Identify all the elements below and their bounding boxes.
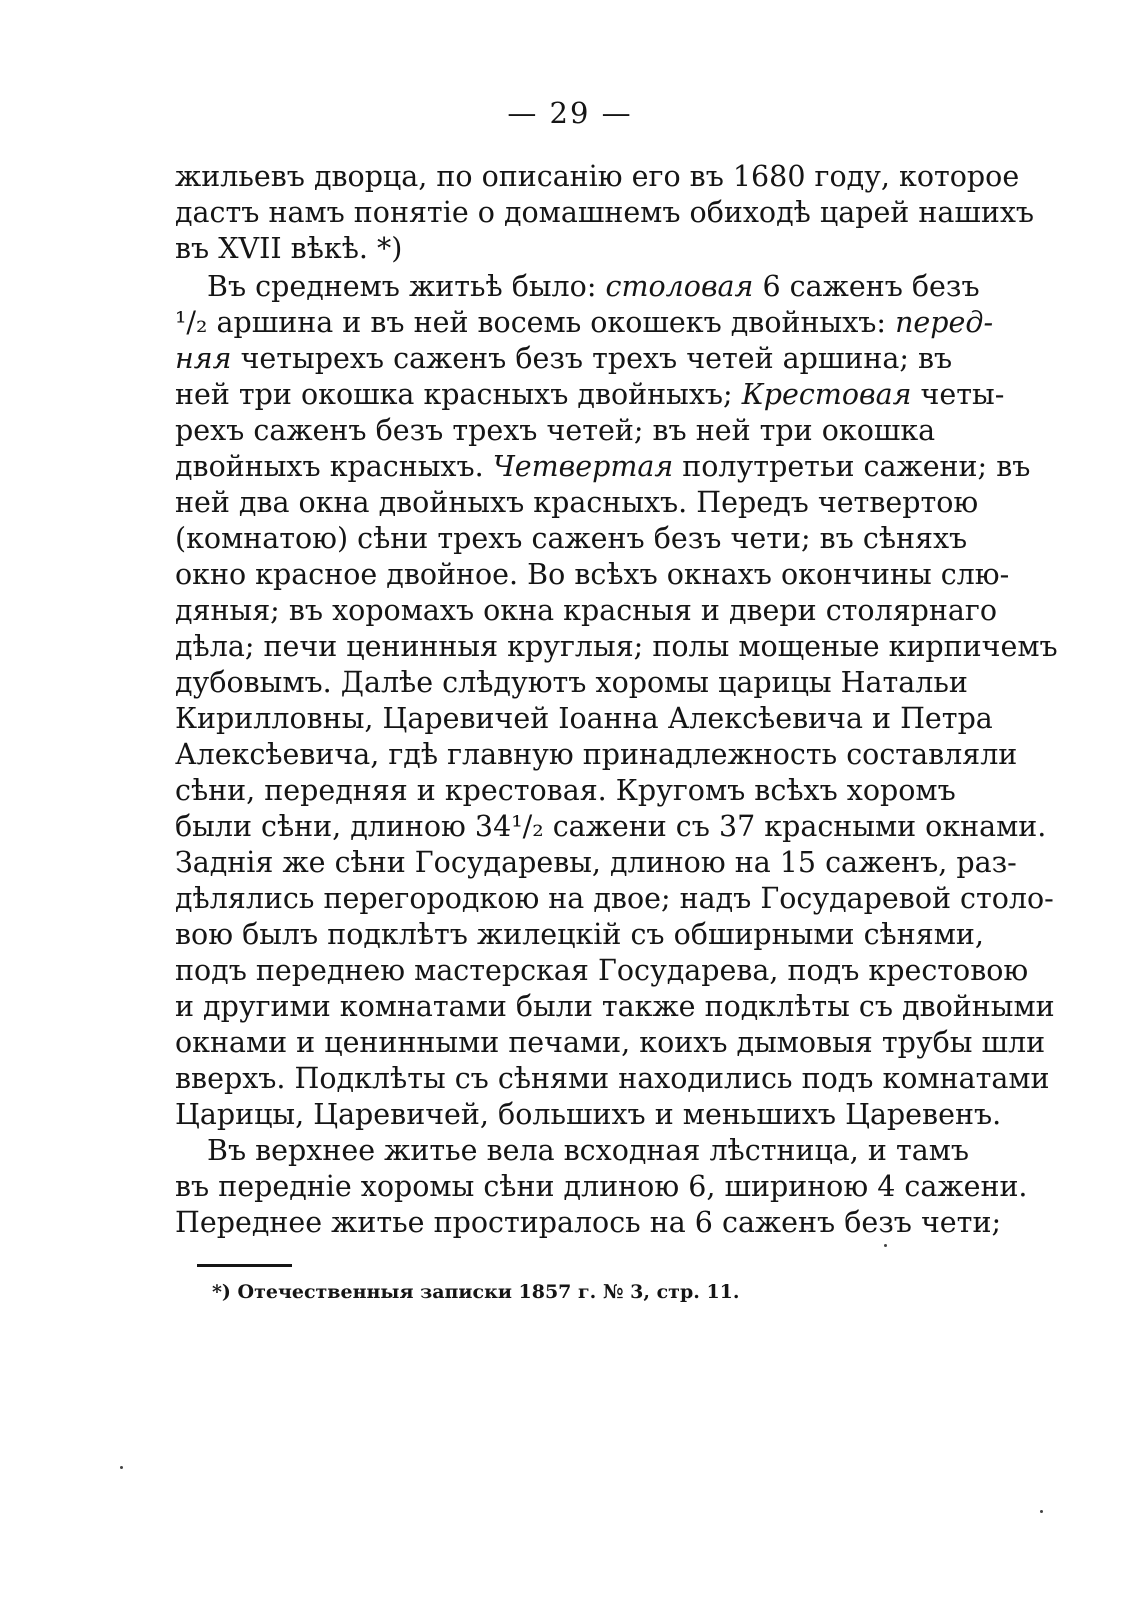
text-line: дѣла; печи ценинныя круглыя; полы мощеные кирпичемъ: [175, 630, 1058, 663]
text-line: Переднее житье простиралось на 6 саженъ безъ чети;: [175, 1206, 1002, 1239]
text-line: въ передніе хоромы сѣни длиною 6, шириною 4 сажени.: [175, 1170, 1028, 1203]
text-line: Кирилловны, Царевичей Іоанна Алексѣевича и Петра: [175, 702, 993, 735]
text-line: няя четырехъ саженъ безъ трехъ четей аршина; въ: [175, 342, 953, 375]
text-line: дастъ намъ понятіе о домашнемъ обиходѣ царей нашихъ: [175, 196, 1035, 229]
text-line: Алексѣевича, гдѣ главную принадлежность составляли: [175, 738, 1018, 771]
text-line: Въ среднемъ житьѣ было: столовая 6 саженъ безъ: [207, 270, 980, 303]
text-line: окнами и ценинными печами, коихъ дымовыя трубы шли: [175, 1026, 1046, 1059]
text-line: рехъ саженъ безъ трехъ четей; въ ней три окошка: [175, 414, 936, 447]
text-line: (комнатою) сѣни трехъ саженъ безъ чети; въ сѣняхъ: [175, 522, 968, 555]
italic-term: перед-: [895, 306, 994, 339]
text-line: дѣлялись перегородкою на двое; надъ Государевой столо-: [175, 882, 1054, 915]
text-line: вою былъ подклѣтъ жилецкій съ обширными сѣнями,: [175, 918, 984, 951]
text-line: Въ верхнее житье вела всходная лѣстница, и тамъ: [207, 1134, 970, 1167]
text-line: двойныхъ красныхъ. Четвертая полутретьи сажени; въ: [175, 450, 1031, 483]
text-line: окно красное двойное. Во всѣхъ окнахъ окончины слю-: [175, 558, 1010, 591]
text-line: въ XVII вѣкѣ. *): [175, 232, 403, 265]
text-line: ¹/₂ аршина и въ ней восемь окошекъ двойныхъ: перед-: [175, 306, 994, 339]
italic-term: столовая: [605, 270, 754, 303]
scan-speck: [884, 1244, 887, 1247]
text-line: Заднія же сѣни Государевы, длиною на 15 саженъ, раз-: [175, 846, 1017, 879]
scan-speck: [120, 1466, 123, 1469]
text-line: ней два окна двойныхъ красныхъ. Передъ четвертою: [175, 486, 979, 519]
text-line: и другими комнатами были также подклѣты съ двойными: [175, 990, 1055, 1023]
italic-term: Крестовая: [741, 378, 912, 411]
text-line: были сѣни, длиною 34¹/₂ сажени съ 37 красными окнами.: [175, 810, 1047, 843]
footnote-divider: [197, 1264, 292, 1267]
italic-term: Четвертая: [492, 450, 674, 483]
footnote: *) Отечественныя записки 1857 г. № 3, стр. 11.: [212, 1281, 740, 1303]
text-line: дубовымъ. Далѣе слѣдуютъ хоромы царицы Натальи: [175, 666, 968, 699]
text-line: сѣни, передняя и крестовая. Кругомъ всѣхъ хоромъ: [175, 774, 956, 807]
text-line: дяныя; въ хоромахъ окна красныя и двери столярнаго: [175, 594, 997, 627]
text-line: вверхъ. Подклѣты съ сѣнями находились подъ комнатами: [175, 1062, 1050, 1095]
italic-term: няя: [175, 342, 232, 375]
text-line: подъ переднею мастерская Государева, подъ крестовою: [175, 954, 1029, 987]
text-line: ней три окошка красныхъ двойныхъ; Крестовая четы-: [175, 378, 1005, 411]
text-line: Царицы, Царевичей, большихъ и меньшихъ Царевенъ.: [175, 1098, 1002, 1131]
page-number: — 29 —: [507, 96, 633, 130]
scan-speck: [1040, 1510, 1043, 1513]
text-line: жильевъ дворца, по описанію его въ 1680 году, которое: [175, 160, 1020, 193]
